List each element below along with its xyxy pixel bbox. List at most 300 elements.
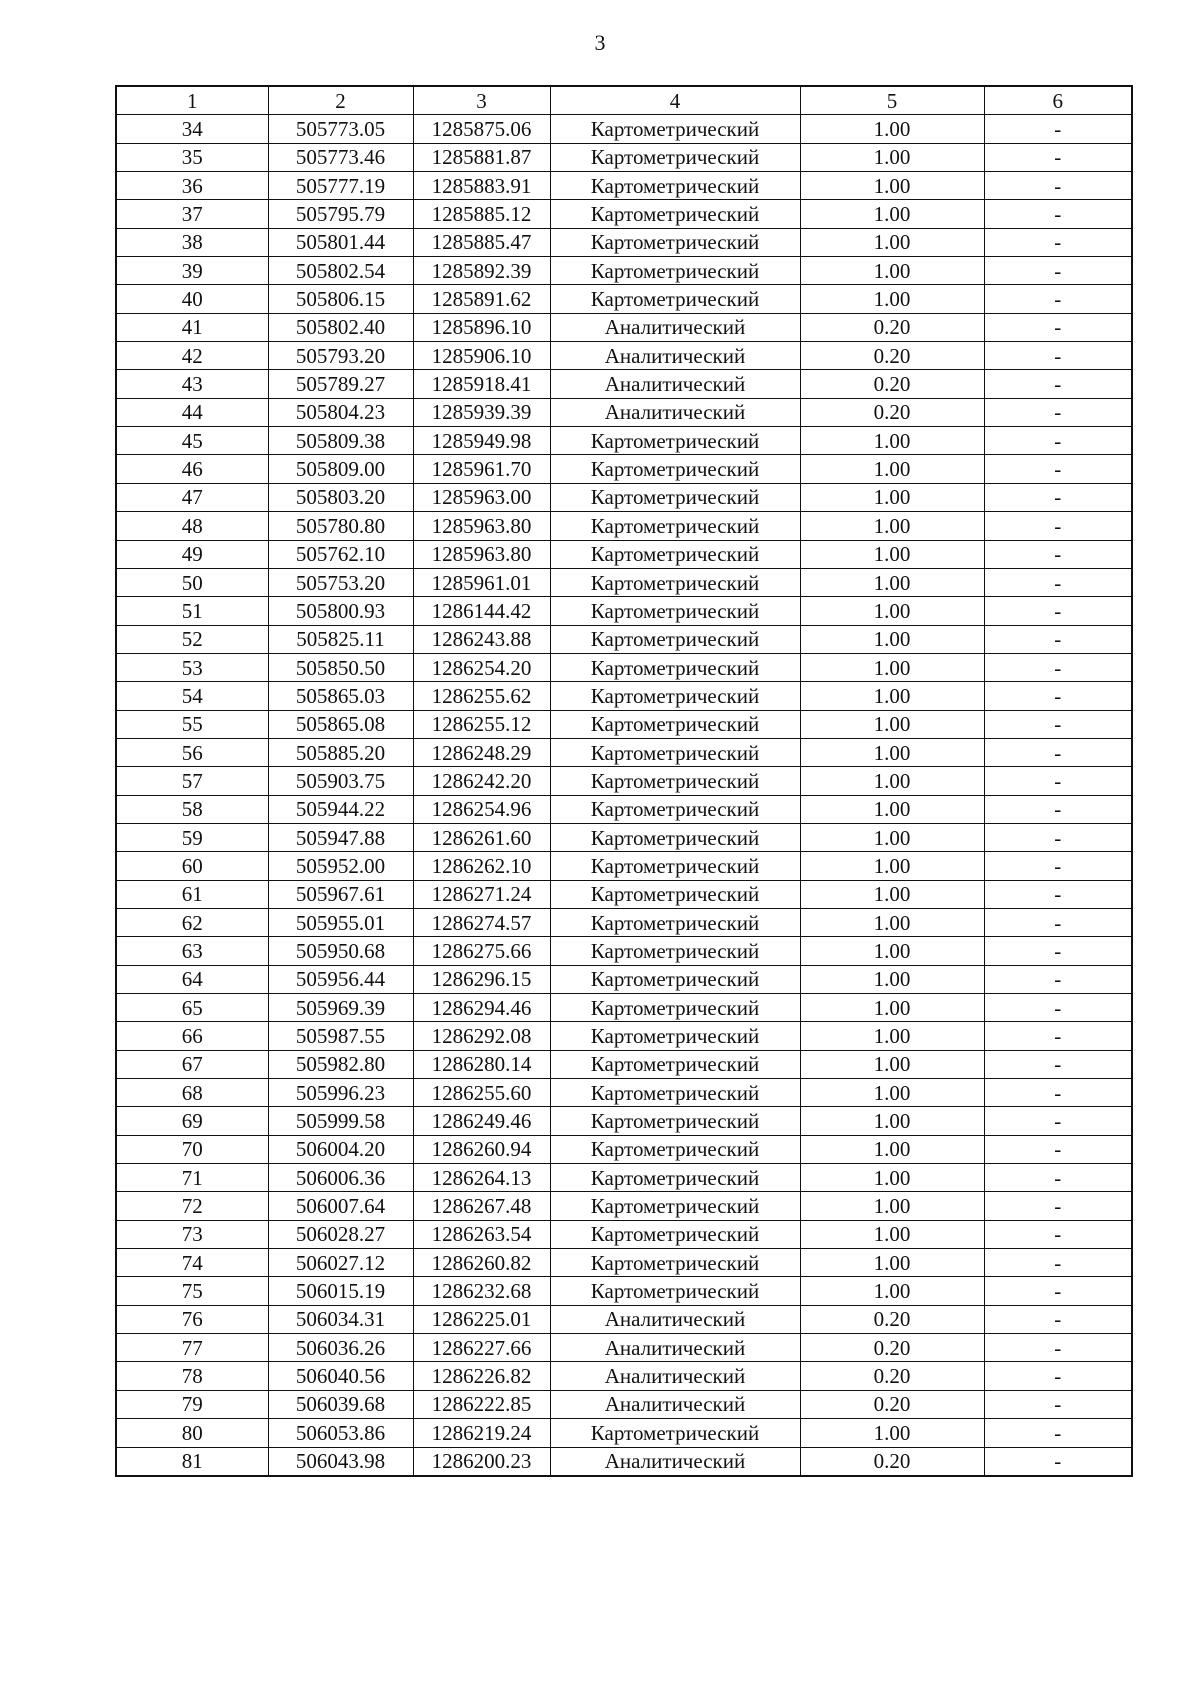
table-row bbox=[116, 568, 1132, 596]
y-coordinate-cell: 1286296.15 bbox=[413, 965, 550, 993]
accuracy-cell: 0.20 bbox=[800, 1305, 984, 1333]
note-cell: - bbox=[984, 285, 1132, 313]
x-coordinate-cell: 505982.80 bbox=[268, 1050, 413, 1078]
coordinates-table bbox=[115, 85, 1133, 1477]
table-row bbox=[116, 342, 1132, 370]
page-number: 3 bbox=[594, 30, 606, 55]
x-coordinate-cell: 506043.98 bbox=[268, 1447, 413, 1476]
table-row bbox=[116, 1362, 1132, 1390]
point-number-cell: 64 bbox=[116, 965, 268, 993]
x-coordinate-cell: 505802.54 bbox=[268, 257, 413, 285]
note-cell: - bbox=[984, 1107, 1132, 1135]
method-cell: Картометрический bbox=[550, 540, 800, 568]
point-number-cell: 81 bbox=[116, 1447, 268, 1476]
y-coordinate-cell: 1285875.06 bbox=[413, 115, 550, 143]
table-row bbox=[116, 455, 1132, 483]
method-cell: Картометрический bbox=[550, 795, 800, 823]
method-cell: Картометрический bbox=[550, 1050, 800, 1078]
table-row bbox=[116, 738, 1132, 766]
y-coordinate-cell: 1285885.47 bbox=[413, 228, 550, 256]
note-cell: - bbox=[984, 483, 1132, 511]
point-number-cell: 38 bbox=[116, 228, 268, 256]
accuracy-cell: 1.00 bbox=[800, 115, 984, 143]
method-cell: Картометрический bbox=[550, 823, 800, 851]
y-coordinate-cell: 1285963.80 bbox=[413, 512, 550, 540]
accuracy-cell: 1.00 bbox=[800, 172, 984, 200]
accuracy-cell: 0.20 bbox=[800, 313, 984, 341]
accuracy-cell: 1.00 bbox=[800, 597, 984, 625]
column-header-5: 5 bbox=[800, 86, 984, 115]
y-coordinate-cell: 1286200.23 bbox=[413, 1447, 550, 1476]
accuracy-cell: 0.20 bbox=[800, 1334, 984, 1362]
x-coordinate-cell: 506028.27 bbox=[268, 1220, 413, 1248]
table-row bbox=[116, 880, 1132, 908]
x-coordinate-cell: 505987.55 bbox=[268, 1022, 413, 1050]
table-row bbox=[116, 1022, 1132, 1050]
x-coordinate-cell: 505947.88 bbox=[268, 823, 413, 851]
x-coordinate-cell: 505999.58 bbox=[268, 1107, 413, 1135]
note-cell: - bbox=[984, 965, 1132, 993]
accuracy-cell: 0.20 bbox=[800, 1362, 984, 1390]
y-coordinate-cell: 1286267.48 bbox=[413, 1192, 550, 1220]
accuracy-cell: 0.20 bbox=[800, 398, 984, 426]
accuracy-cell: 1.00 bbox=[800, 937, 984, 965]
accuracy-cell: 1.00 bbox=[800, 1419, 984, 1447]
y-coordinate-cell: 1285963.00 bbox=[413, 483, 550, 511]
header-row bbox=[116, 86, 1132, 115]
point-number-cell: 74 bbox=[116, 1249, 268, 1277]
note-cell: - bbox=[984, 200, 1132, 228]
note-cell: - bbox=[984, 342, 1132, 370]
point-number-cell: 39 bbox=[116, 257, 268, 285]
y-coordinate-cell: 1286260.82 bbox=[413, 1249, 550, 1277]
x-coordinate-cell: 506036.26 bbox=[268, 1334, 413, 1362]
method-cell: Аналитический bbox=[550, 1334, 800, 1362]
table-row bbox=[116, 1334, 1132, 1362]
y-coordinate-cell: 1285892.39 bbox=[413, 257, 550, 285]
table-row bbox=[116, 427, 1132, 455]
method-cell: Картометрический bbox=[550, 965, 800, 993]
method-cell: Картометрический bbox=[550, 1249, 800, 1277]
column-header-6: 6 bbox=[984, 86, 1132, 115]
point-number-cell: 78 bbox=[116, 1362, 268, 1390]
point-number-cell: 60 bbox=[116, 852, 268, 880]
method-cell: Аналитический bbox=[550, 398, 800, 426]
note-cell: - bbox=[984, 710, 1132, 738]
x-coordinate-cell: 505753.20 bbox=[268, 568, 413, 596]
table-row bbox=[116, 285, 1132, 313]
point-number-cell: 72 bbox=[116, 1192, 268, 1220]
accuracy-cell: 1.00 bbox=[800, 228, 984, 256]
note-cell: - bbox=[984, 115, 1132, 143]
x-coordinate-cell: 506007.64 bbox=[268, 1192, 413, 1220]
point-number-cell: 51 bbox=[116, 597, 268, 625]
y-coordinate-cell: 1286242.20 bbox=[413, 767, 550, 795]
table-row bbox=[116, 710, 1132, 738]
accuracy-cell: 1.00 bbox=[800, 1192, 984, 1220]
table-row bbox=[116, 1164, 1132, 1192]
x-coordinate-cell: 505996.23 bbox=[268, 1079, 413, 1107]
method-cell: Картометрический bbox=[550, 143, 800, 171]
method-cell: Картометрический bbox=[550, 1419, 800, 1447]
method-cell: Картометрический bbox=[550, 1079, 800, 1107]
point-number-cell: 35 bbox=[116, 143, 268, 171]
table-row bbox=[116, 965, 1132, 993]
note-cell: - bbox=[984, 682, 1132, 710]
table-row bbox=[116, 908, 1132, 936]
accuracy-cell: 1.00 bbox=[800, 427, 984, 455]
accuracy-cell: 1.00 bbox=[800, 965, 984, 993]
y-coordinate-cell: 1285949.98 bbox=[413, 427, 550, 455]
method-cell: Картометрический bbox=[550, 455, 800, 483]
x-coordinate-cell: 505780.80 bbox=[268, 512, 413, 540]
note-cell: - bbox=[984, 823, 1132, 851]
x-coordinate-cell: 505952.00 bbox=[268, 852, 413, 880]
note-cell: - bbox=[984, 1447, 1132, 1476]
method-cell: Картометрический bbox=[550, 172, 800, 200]
table-row bbox=[116, 172, 1132, 200]
point-number-cell: 40 bbox=[116, 285, 268, 313]
note-cell: - bbox=[984, 994, 1132, 1022]
point-number-cell: 50 bbox=[116, 568, 268, 596]
point-number-cell: 57 bbox=[116, 767, 268, 795]
method-cell: Аналитический bbox=[550, 313, 800, 341]
y-coordinate-cell: 1286280.14 bbox=[413, 1050, 550, 1078]
note-cell: - bbox=[984, 653, 1132, 681]
accuracy-cell: 1.00 bbox=[800, 767, 984, 795]
x-coordinate-cell: 506040.56 bbox=[268, 1362, 413, 1390]
method-cell: Аналитический bbox=[550, 1447, 800, 1476]
y-coordinate-cell: 1286248.29 bbox=[413, 738, 550, 766]
x-coordinate-cell: 506006.36 bbox=[268, 1164, 413, 1192]
point-number-cell: 54 bbox=[116, 682, 268, 710]
table-row bbox=[116, 1249, 1132, 1277]
method-cell: Картометрический bbox=[550, 1277, 800, 1305]
x-coordinate-cell: 505809.00 bbox=[268, 455, 413, 483]
method-cell: Картометрический bbox=[550, 597, 800, 625]
method-cell: Картометрический bbox=[550, 710, 800, 738]
y-coordinate-cell: 1286232.68 bbox=[413, 1277, 550, 1305]
table-row bbox=[116, 1447, 1132, 1476]
table-row bbox=[116, 512, 1132, 540]
x-coordinate-cell: 505795.79 bbox=[268, 200, 413, 228]
note-cell: - bbox=[984, 1305, 1132, 1333]
accuracy-cell: 1.00 bbox=[800, 540, 984, 568]
x-coordinate-cell: 505773.46 bbox=[268, 143, 413, 171]
table-row bbox=[116, 1419, 1132, 1447]
table-row bbox=[116, 597, 1132, 625]
x-coordinate-cell: 505803.20 bbox=[268, 483, 413, 511]
point-number-cell: 73 bbox=[116, 1220, 268, 1248]
method-cell: Аналитический bbox=[550, 370, 800, 398]
accuracy-cell: 0.20 bbox=[800, 1390, 984, 1418]
accuracy-cell: 1.00 bbox=[800, 1249, 984, 1277]
table-row bbox=[116, 823, 1132, 851]
x-coordinate-cell: 505967.61 bbox=[268, 880, 413, 908]
y-coordinate-cell: 1286249.46 bbox=[413, 1107, 550, 1135]
accuracy-cell: 1.00 bbox=[800, 653, 984, 681]
table-row bbox=[116, 228, 1132, 256]
table-row bbox=[116, 625, 1132, 653]
accuracy-cell: 1.00 bbox=[800, 1277, 984, 1305]
table-row bbox=[116, 115, 1132, 143]
y-coordinate-cell: 1286255.62 bbox=[413, 682, 550, 710]
note-cell: - bbox=[984, 738, 1132, 766]
table-row bbox=[116, 795, 1132, 823]
note-cell: - bbox=[984, 937, 1132, 965]
table-row bbox=[116, 1050, 1132, 1078]
y-coordinate-cell: 1286261.60 bbox=[413, 823, 550, 851]
table-row bbox=[116, 1079, 1132, 1107]
x-coordinate-cell: 505773.05 bbox=[268, 115, 413, 143]
table-row bbox=[116, 1107, 1132, 1135]
note-cell: - bbox=[984, 257, 1132, 285]
method-cell: Картометрический bbox=[550, 483, 800, 511]
x-coordinate-cell: 506004.20 bbox=[268, 1135, 413, 1163]
accuracy-cell: 1.00 bbox=[800, 1079, 984, 1107]
y-coordinate-cell: 1285939.39 bbox=[413, 398, 550, 426]
point-number-cell: 48 bbox=[116, 512, 268, 540]
table-row bbox=[116, 994, 1132, 1022]
note-cell: - bbox=[984, 455, 1132, 483]
y-coordinate-cell: 1285906.10 bbox=[413, 342, 550, 370]
x-coordinate-cell: 505825.11 bbox=[268, 625, 413, 653]
note-cell: - bbox=[984, 1277, 1132, 1305]
method-cell: Картометрический bbox=[550, 682, 800, 710]
x-coordinate-cell: 506039.68 bbox=[268, 1390, 413, 1418]
y-coordinate-cell: 1286225.01 bbox=[413, 1305, 550, 1333]
note-cell: - bbox=[984, 1135, 1132, 1163]
y-coordinate-cell: 1286254.20 bbox=[413, 653, 550, 681]
x-coordinate-cell: 505806.15 bbox=[268, 285, 413, 313]
accuracy-cell: 1.00 bbox=[800, 908, 984, 936]
point-number-cell: 49 bbox=[116, 540, 268, 568]
method-cell: Аналитический bbox=[550, 1362, 800, 1390]
table-row bbox=[116, 313, 1132, 341]
x-coordinate-cell: 505762.10 bbox=[268, 540, 413, 568]
note-cell: - bbox=[984, 427, 1132, 455]
table-row bbox=[116, 200, 1132, 228]
point-number-cell: 43 bbox=[116, 370, 268, 398]
method-cell: Картометрический bbox=[550, 994, 800, 1022]
y-coordinate-cell: 1286294.46 bbox=[413, 994, 550, 1022]
table-row bbox=[116, 767, 1132, 795]
table-row bbox=[116, 540, 1132, 568]
point-number-cell: 55 bbox=[116, 710, 268, 738]
method-cell: Картометрический bbox=[550, 1220, 800, 1248]
point-number-cell: 79 bbox=[116, 1390, 268, 1418]
accuracy-cell: 1.00 bbox=[800, 285, 984, 313]
point-number-cell: 75 bbox=[116, 1277, 268, 1305]
table-row bbox=[116, 398, 1132, 426]
table-row bbox=[116, 483, 1132, 511]
accuracy-cell: 1.00 bbox=[800, 512, 984, 540]
note-cell: - bbox=[984, 880, 1132, 908]
table-row bbox=[116, 1390, 1132, 1418]
x-coordinate-cell: 505804.23 bbox=[268, 398, 413, 426]
y-coordinate-cell: 1286263.54 bbox=[413, 1220, 550, 1248]
accuracy-cell: 1.00 bbox=[800, 880, 984, 908]
point-number-cell: 61 bbox=[116, 880, 268, 908]
point-number-cell: 63 bbox=[116, 937, 268, 965]
point-number-cell: 58 bbox=[116, 795, 268, 823]
column-header-2: 2 bbox=[268, 86, 413, 115]
accuracy-cell: 1.00 bbox=[800, 257, 984, 285]
note-cell: - bbox=[984, 1079, 1132, 1107]
accuracy-cell: 1.00 bbox=[800, 738, 984, 766]
x-coordinate-cell: 505950.68 bbox=[268, 937, 413, 965]
table-row bbox=[116, 682, 1132, 710]
x-coordinate-cell: 505809.38 bbox=[268, 427, 413, 455]
y-coordinate-cell: 1286243.88 bbox=[413, 625, 550, 653]
point-number-cell: 71 bbox=[116, 1164, 268, 1192]
x-coordinate-cell: 505956.44 bbox=[268, 965, 413, 993]
note-cell: - bbox=[984, 1022, 1132, 1050]
y-coordinate-cell: 1286219.24 bbox=[413, 1419, 550, 1447]
note-cell: - bbox=[984, 1192, 1132, 1220]
note-cell: - bbox=[984, 398, 1132, 426]
accuracy-cell: 0.20 bbox=[800, 342, 984, 370]
table-row bbox=[116, 1135, 1132, 1163]
method-cell: Аналитический bbox=[550, 1305, 800, 1333]
y-coordinate-cell: 1286292.08 bbox=[413, 1022, 550, 1050]
y-coordinate-cell: 1285961.01 bbox=[413, 568, 550, 596]
point-number-cell: 34 bbox=[116, 115, 268, 143]
point-number-cell: 47 bbox=[116, 483, 268, 511]
y-coordinate-cell: 1285885.12 bbox=[413, 200, 550, 228]
table-row bbox=[116, 257, 1132, 285]
y-coordinate-cell: 1286264.13 bbox=[413, 1164, 550, 1192]
accuracy-cell: 1.00 bbox=[800, 1107, 984, 1135]
table-row bbox=[116, 1220, 1132, 1248]
point-number-cell: 46 bbox=[116, 455, 268, 483]
point-number-cell: 76 bbox=[116, 1305, 268, 1333]
method-cell: Картометрический bbox=[550, 568, 800, 596]
point-number-cell: 62 bbox=[116, 908, 268, 936]
note-cell: - bbox=[984, 767, 1132, 795]
note-cell: - bbox=[984, 172, 1132, 200]
point-number-cell: 52 bbox=[116, 625, 268, 653]
accuracy-cell: 1.00 bbox=[800, 1022, 984, 1050]
note-cell: - bbox=[984, 228, 1132, 256]
table-row bbox=[116, 1277, 1132, 1305]
x-coordinate-cell: 505801.44 bbox=[268, 228, 413, 256]
y-coordinate-cell: 1285881.87 bbox=[413, 143, 550, 171]
x-coordinate-cell: 506034.31 bbox=[268, 1305, 413, 1333]
method-cell: Картометрический bbox=[550, 852, 800, 880]
note-cell: - bbox=[984, 1334, 1132, 1362]
point-number-cell: 67 bbox=[116, 1050, 268, 1078]
x-coordinate-cell: 505789.27 bbox=[268, 370, 413, 398]
x-coordinate-cell: 505777.19 bbox=[268, 172, 413, 200]
y-coordinate-cell: 1286274.57 bbox=[413, 908, 550, 936]
method-cell: Картометрический bbox=[550, 625, 800, 653]
x-coordinate-cell: 505800.93 bbox=[268, 597, 413, 625]
method-cell: Картометрический bbox=[550, 228, 800, 256]
y-coordinate-cell: 1285891.62 bbox=[413, 285, 550, 313]
note-cell: - bbox=[984, 908, 1132, 936]
x-coordinate-cell: 506053.86 bbox=[268, 1419, 413, 1447]
column-header-3: 3 bbox=[413, 86, 550, 115]
accuracy-cell: 1.00 bbox=[800, 682, 984, 710]
y-coordinate-cell: 1285963.80 bbox=[413, 540, 550, 568]
method-cell: Картометрический bbox=[550, 115, 800, 143]
table-row bbox=[116, 653, 1132, 681]
accuracy-cell: 1.00 bbox=[800, 994, 984, 1022]
note-cell: - bbox=[984, 540, 1132, 568]
accuracy-cell: 1.00 bbox=[800, 1135, 984, 1163]
point-number-cell: 56 bbox=[116, 738, 268, 766]
accuracy-cell: 1.00 bbox=[800, 823, 984, 851]
point-number-cell: 41 bbox=[116, 313, 268, 341]
note-cell: - bbox=[984, 1050, 1132, 1078]
note-cell: - bbox=[984, 852, 1132, 880]
accuracy-cell: 1.00 bbox=[800, 483, 984, 511]
point-number-cell: 65 bbox=[116, 994, 268, 1022]
x-coordinate-cell: 505793.20 bbox=[268, 342, 413, 370]
accuracy-cell: 1.00 bbox=[800, 455, 984, 483]
point-number-cell: 42 bbox=[116, 342, 268, 370]
x-coordinate-cell: 505802.40 bbox=[268, 313, 413, 341]
point-number-cell: 59 bbox=[116, 823, 268, 851]
note-cell: - bbox=[984, 512, 1132, 540]
y-coordinate-cell: 1285961.70 bbox=[413, 455, 550, 483]
y-coordinate-cell: 1286254.96 bbox=[413, 795, 550, 823]
y-coordinate-cell: 1286222.85 bbox=[413, 1390, 550, 1418]
x-coordinate-cell: 506027.12 bbox=[268, 1249, 413, 1277]
y-coordinate-cell: 1286262.10 bbox=[413, 852, 550, 880]
method-cell: Аналитический bbox=[550, 342, 800, 370]
method-cell: Картометрический bbox=[550, 908, 800, 936]
method-cell: Картометрический bbox=[550, 937, 800, 965]
y-coordinate-cell: 1286275.66 bbox=[413, 937, 550, 965]
x-coordinate-cell: 505850.50 bbox=[268, 653, 413, 681]
y-coordinate-cell: 1286144.42 bbox=[413, 597, 550, 625]
method-cell: Аналитический bbox=[550, 1390, 800, 1418]
y-coordinate-cell: 1286255.12 bbox=[413, 710, 550, 738]
y-coordinate-cell: 1286260.94 bbox=[413, 1135, 550, 1163]
x-coordinate-cell: 505885.20 bbox=[268, 738, 413, 766]
accuracy-cell: 1.00 bbox=[800, 795, 984, 823]
method-cell: Картометрический bbox=[550, 200, 800, 228]
method-cell: Картометрический bbox=[550, 738, 800, 766]
accuracy-cell: 1.00 bbox=[800, 143, 984, 171]
accuracy-cell: 1.00 bbox=[800, 852, 984, 880]
table-header bbox=[116, 86, 1132, 115]
accuracy-cell: 1.00 bbox=[800, 1050, 984, 1078]
accuracy-cell: 1.00 bbox=[800, 625, 984, 653]
note-cell: - bbox=[984, 795, 1132, 823]
x-coordinate-cell: 505865.03 bbox=[268, 682, 413, 710]
method-cell: Картометрический bbox=[550, 1164, 800, 1192]
x-coordinate-cell: 505944.22 bbox=[268, 795, 413, 823]
table-row bbox=[116, 370, 1132, 398]
accuracy-cell: 0.20 bbox=[800, 370, 984, 398]
note-cell: - bbox=[984, 1390, 1132, 1418]
y-coordinate-cell: 1285918.41 bbox=[413, 370, 550, 398]
note-cell: - bbox=[984, 625, 1132, 653]
accuracy-cell: 1.00 bbox=[800, 200, 984, 228]
table-row bbox=[116, 1192, 1132, 1220]
table-row bbox=[116, 852, 1132, 880]
method-cell: Картометрический bbox=[550, 880, 800, 908]
point-number-cell: 70 bbox=[116, 1135, 268, 1163]
method-cell: Картометрический bbox=[550, 1135, 800, 1163]
x-coordinate-cell: 505955.01 bbox=[268, 908, 413, 936]
note-cell: - bbox=[984, 597, 1132, 625]
accuracy-cell: 0.20 bbox=[800, 1447, 984, 1476]
method-cell: Картометрический bbox=[550, 427, 800, 455]
